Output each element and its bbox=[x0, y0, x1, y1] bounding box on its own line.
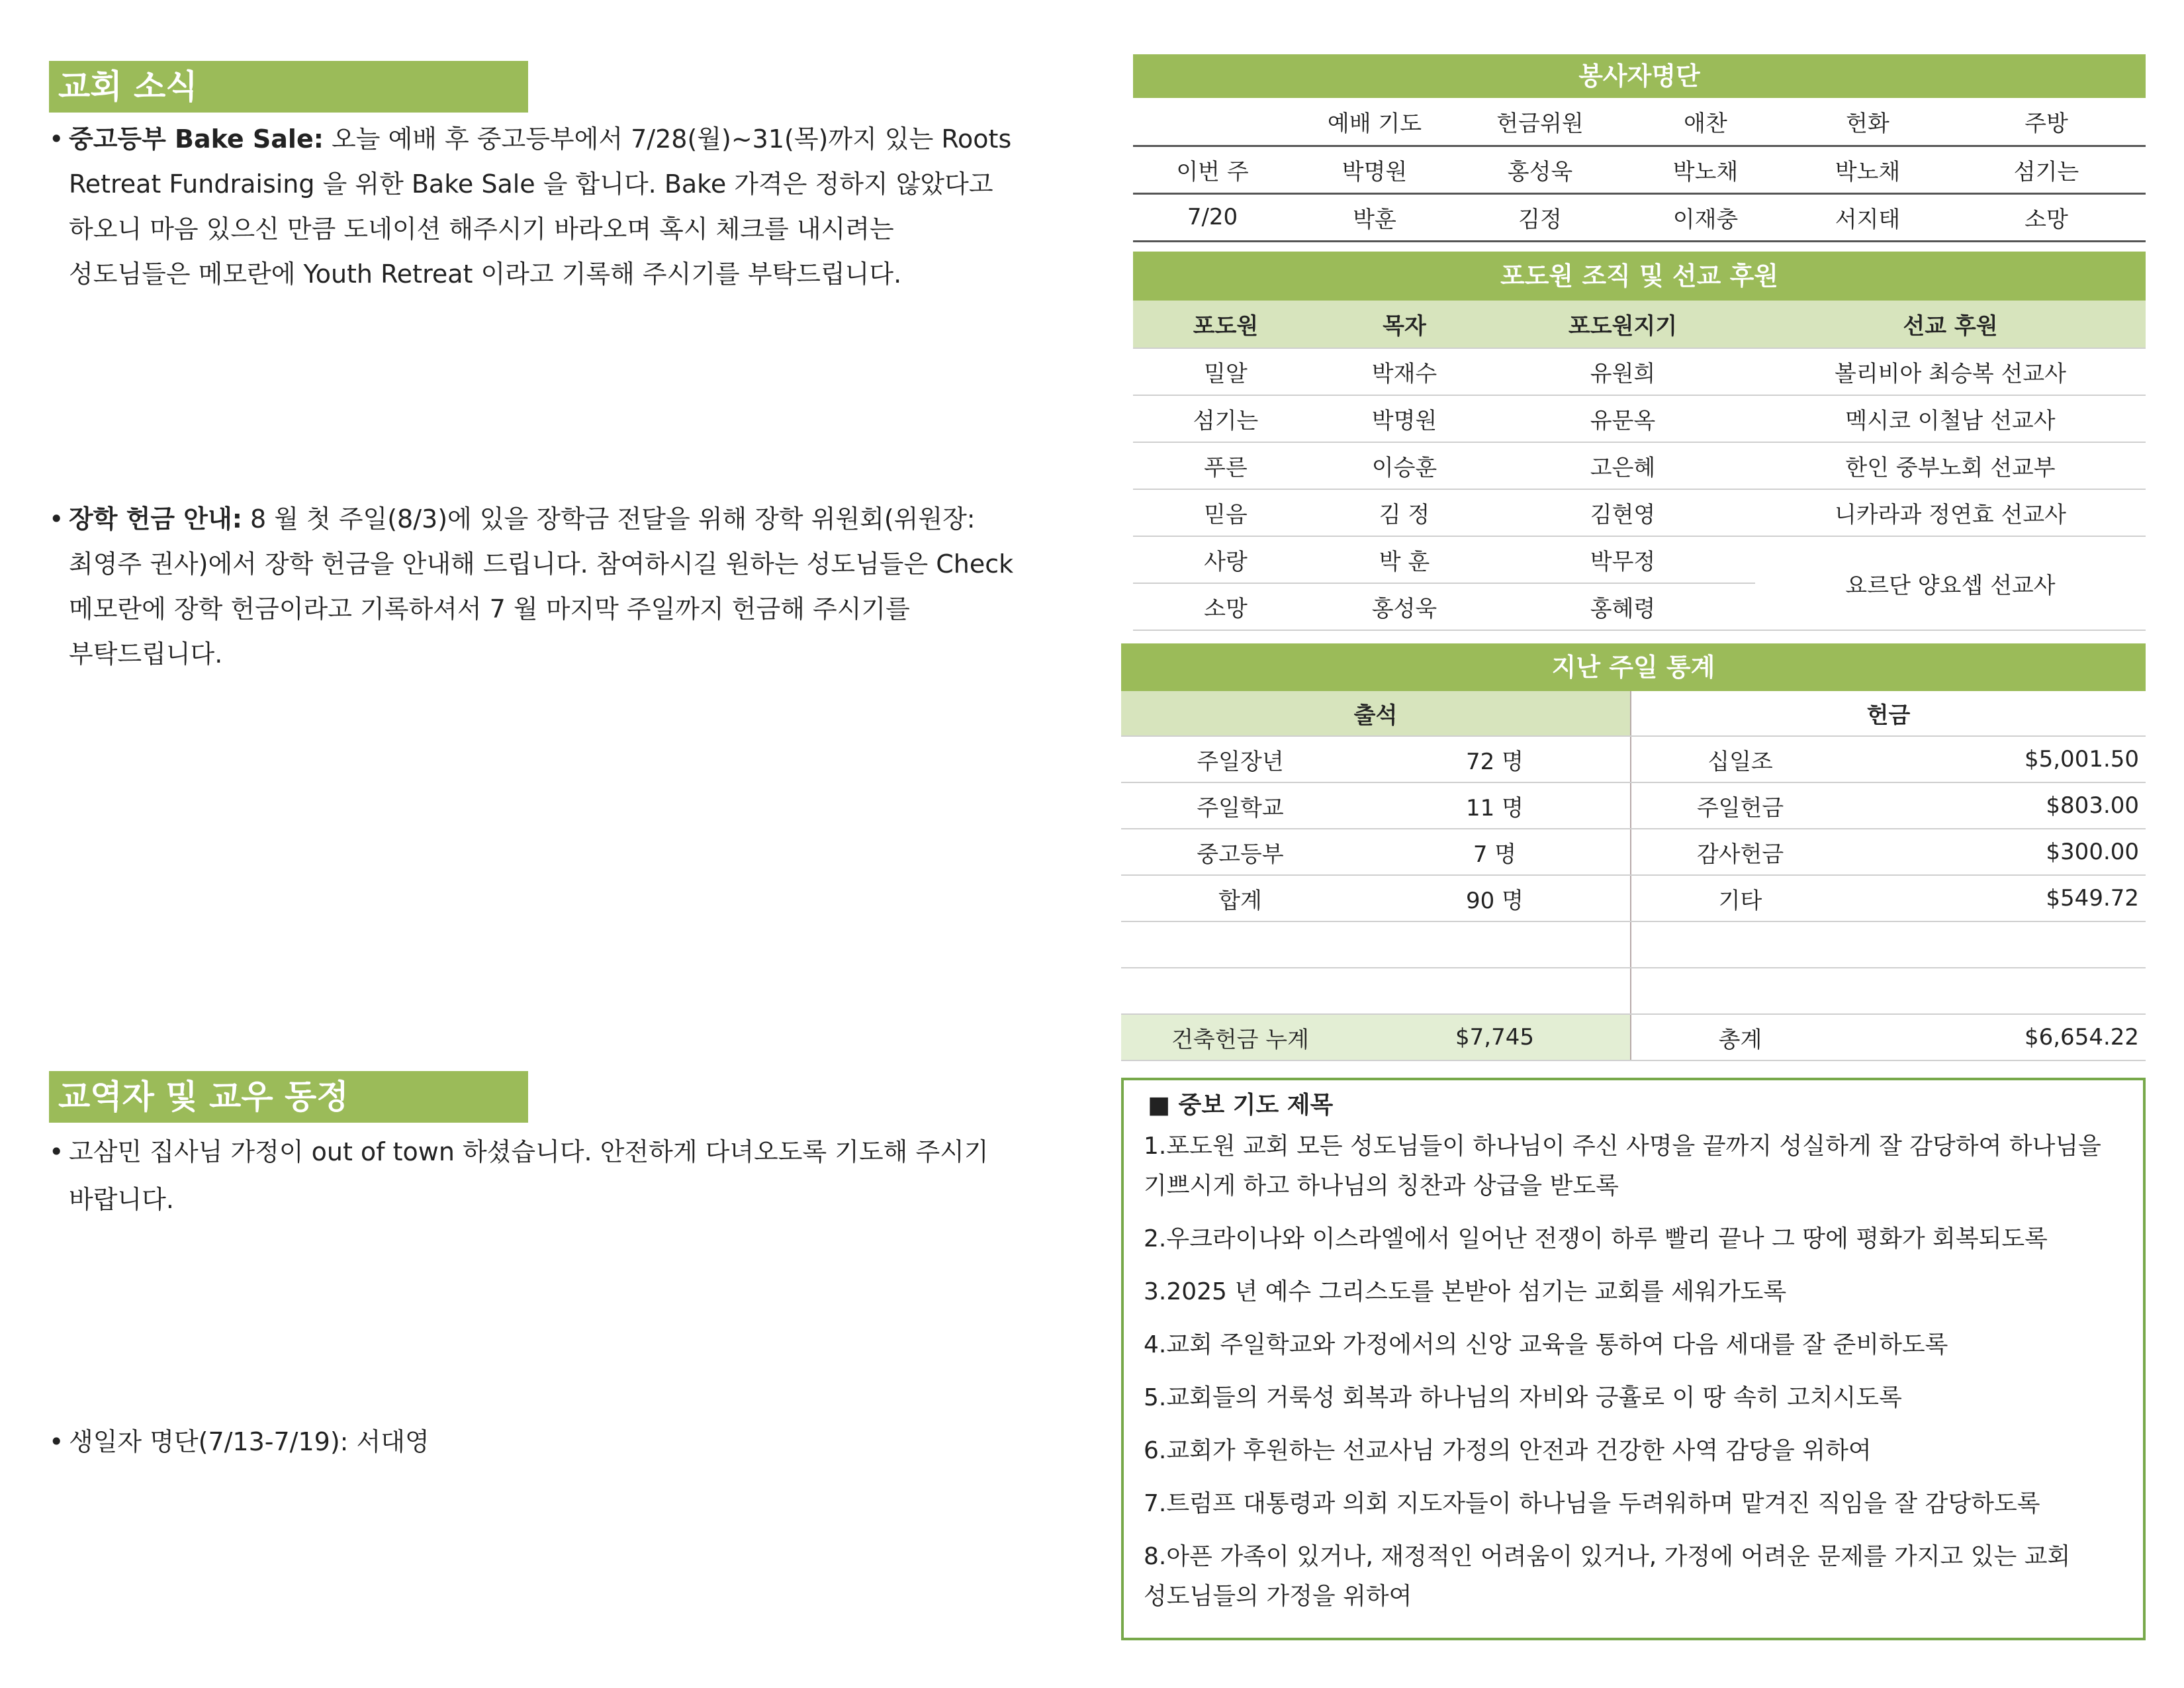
table-cell: 볼리비아 최승복 선교사 bbox=[1755, 348, 2146, 395]
prayer-title-text: 중보 기도 제목 bbox=[1178, 1092, 1334, 1119]
news-item-line: 부탁드립니다. bbox=[69, 639, 223, 669]
table-row bbox=[1121, 921, 2146, 968]
total-label: 총계 bbox=[1631, 1014, 1849, 1060]
table-header-cell: 헌화 bbox=[1788, 98, 1947, 146]
table-header-cell: 주방 bbox=[1947, 98, 2146, 146]
bullet-icon: • bbox=[49, 1137, 64, 1166]
table-cell bbox=[1631, 968, 1849, 1014]
table-row bbox=[1133, 489, 2146, 536]
prayer-item-line: 2.우크라이나와 이스라엘에서 일어난 전쟁이 하루 빨리 끝나 그 땅에 평화가 회복되도록 bbox=[1144, 1225, 2048, 1252]
table-row bbox=[1121, 829, 2146, 875]
stats-total-row bbox=[1121, 1014, 2146, 1060]
table-cell: 홍성욱 bbox=[1318, 583, 1490, 630]
table-cell: 주일헌금 bbox=[1631, 782, 1849, 829]
attendance-header: 출석 bbox=[1121, 691, 1631, 736]
prayer-item-line: 성도님들의 가정을 위하여 bbox=[1144, 1583, 1412, 1610]
news-item-line: 메모란에 장학 헌금이라고 기록하셔서 7 월 마지막 주일까지 헌금해 주시기를 bbox=[69, 594, 910, 624]
table-cell: 한인 중부노회 선교부 bbox=[1755, 442, 2146, 489]
minister-item-travel bbox=[49, 1128, 1055, 1223]
offering-header: 헌금 bbox=[1631, 691, 2146, 736]
news-item-line: 성도님들은 메모란에 Youth Retreat 이라고 기록해 주시기를 부탁드립니다. bbox=[69, 259, 902, 289]
prayer-item bbox=[1144, 1219, 2123, 1259]
news-item-bake-sale bbox=[49, 117, 1055, 297]
table-cell: 소망 bbox=[1947, 193, 2146, 241]
table-cell: 주일학교 bbox=[1121, 782, 1359, 829]
table-cell: 박명원 bbox=[1318, 395, 1490, 442]
prayer-title bbox=[1148, 1094, 2123, 1117]
table-row bbox=[1121, 875, 2146, 921]
table-cell: 섬기는 bbox=[1133, 395, 1318, 442]
building-fund-value: $7,745 bbox=[1359, 1014, 1631, 1060]
vineyard-table bbox=[1133, 301, 2146, 631]
table-cell bbox=[1631, 921, 1849, 968]
table-header-cell: 포도원지기 bbox=[1490, 301, 1755, 348]
table-cell: 소망 bbox=[1133, 583, 1318, 630]
merged-mission-cell: 요르단 양요셉 선교사 bbox=[1755, 536, 2146, 630]
table-cell: 섬기는 bbox=[1947, 146, 2146, 193]
table-cell: 김정 bbox=[1457, 193, 1623, 241]
minister-item-line: 바랍니다. bbox=[69, 1185, 174, 1214]
volunteers-table bbox=[1133, 98, 2146, 242]
news-item-line: 오늘 예배 후 중고등부에서 7/28(월)~31(목)까지 있는 Roots bbox=[323, 124, 1012, 154]
table-row bbox=[1133, 348, 2146, 395]
table-row bbox=[1121, 736, 2146, 782]
table-cell bbox=[1121, 968, 1359, 1014]
table-cell: 박무정 bbox=[1490, 536, 1755, 583]
table-row bbox=[1133, 395, 2146, 442]
table-cell: 주일장년 bbox=[1121, 736, 1359, 782]
table-cell: 이재충 bbox=[1623, 193, 1788, 241]
table-cell: 감사헌금 bbox=[1631, 829, 1849, 875]
table-cell: 사랑 bbox=[1133, 536, 1318, 583]
table-cell: 서지태 bbox=[1788, 193, 1947, 241]
table-cell: 멕시코 이철남 선교사 bbox=[1755, 395, 2146, 442]
table-cell: $300.00 bbox=[1849, 829, 2146, 875]
news-item-scholarship bbox=[49, 496, 1055, 677]
prayer-item bbox=[1144, 1537, 2123, 1617]
table-cell bbox=[1359, 968, 1631, 1014]
table-header-cell: 애찬 bbox=[1623, 98, 1788, 146]
table-cell: 이번 주 bbox=[1133, 146, 1292, 193]
table-cell: 홍성욱 bbox=[1457, 146, 1623, 193]
news-item-lead: 장학 헌금 안내: bbox=[69, 504, 242, 534]
table-header-cell: 선교 후원 bbox=[1755, 301, 2146, 348]
table-cell bbox=[1849, 921, 2146, 968]
prayer-item bbox=[1144, 1378, 2123, 1418]
table-cell: 기타 bbox=[1631, 875, 1849, 921]
table-cell: 고은혜 bbox=[1490, 442, 1755, 489]
table-cell: 니카라과 정연효 선교사 bbox=[1755, 489, 2146, 536]
stats-title: 지난 주일 통계 bbox=[1121, 643, 2146, 691]
table-cell bbox=[1849, 968, 2146, 1014]
table-cell: 박노채 bbox=[1788, 146, 1947, 193]
table-header-cell: 헌금위원 bbox=[1457, 98, 1623, 146]
prayer-item-line: 7.트럼프 대통령과 의회 지도자들이 하나님을 두려워하며 맡겨진 직임을 잘 감당하도록 bbox=[1144, 1490, 2040, 1517]
news-section-title: 교회 소식 bbox=[49, 61, 528, 113]
minister-item-line: 생일자 명단(7/13-7/19): 서대영 bbox=[69, 1427, 430, 1456]
stats-header-row bbox=[1121, 691, 2146, 736]
table-cell: 밀알 bbox=[1133, 348, 1318, 395]
news-item-line: Retreat Fundraising 을 위한 Bake Sale 을 합니다. Bake 가격은 정하지 않았다고 bbox=[69, 169, 993, 199]
table-cell: 김 정 bbox=[1318, 489, 1490, 536]
prayer-item-line: 3.2025 년 예수 그리스도를 본받아 섬기는 교회를 세워가도록 bbox=[1144, 1278, 1787, 1305]
table-cell: 박훈 bbox=[1292, 193, 1457, 241]
vineyard-header-row bbox=[1133, 301, 2146, 348]
table-cell: $5,001.50 bbox=[1849, 736, 2146, 782]
table-cell: 김현영 bbox=[1490, 489, 1755, 536]
news-item-line: 최영주 권사)에서 장학 헌금을 안내해 드립니다. 참여하시길 원하는 성도님들은 Check bbox=[69, 549, 1014, 579]
table-row bbox=[1133, 146, 2146, 193]
minister-item-birthday bbox=[49, 1419, 1055, 1464]
table-cell: 이승훈 bbox=[1318, 442, 1490, 489]
table-cell: $549.72 bbox=[1849, 875, 2146, 921]
news-item-lead: 중고등부 Bake Sale: bbox=[69, 124, 324, 154]
prayer-box bbox=[1121, 1078, 2146, 1640]
prayer-item bbox=[1144, 1127, 2123, 1206]
table-cell: 7 명 bbox=[1359, 829, 1631, 875]
square-bullet-icon: ■ bbox=[1148, 1092, 1179, 1119]
table-cell: 푸른 bbox=[1133, 442, 1318, 489]
table-row bbox=[1121, 968, 2146, 1014]
volunteers-header-row bbox=[1133, 98, 2146, 146]
table-cell: 십일조 bbox=[1631, 736, 1849, 782]
table-cell: 유원희 bbox=[1490, 348, 1755, 395]
table-row bbox=[1133, 442, 2146, 489]
table-row bbox=[1133, 536, 2146, 583]
volunteers-title: 봉사자명단 bbox=[1133, 54, 2146, 98]
table-cell bbox=[1359, 921, 1631, 968]
ministers-section-title: 교역자 및 교우 동정 bbox=[49, 1071, 528, 1123]
table-row bbox=[1121, 782, 2146, 829]
prayer-item-line: 1.포도원 교회 모든 성도님들이 하나님이 주신 사명을 끝까지 성실하게 잘 감당하여 하나님을 bbox=[1144, 1133, 2101, 1160]
table-cell bbox=[1121, 921, 1359, 968]
prayer-item-line: 4.교회 주일학교와 가정에서의 신앙 교육을 통하여 다음 세대를 잘 준비하도록 bbox=[1144, 1331, 1948, 1358]
news-item-line: 하오니 마음 있으신 만큼 도네이션 해주시기 바라오며 혹시 체크를 내시려는 bbox=[69, 214, 894, 244]
vineyard-title: 포도원 조직 및 선교 후원 bbox=[1133, 252, 2146, 301]
table-row bbox=[1133, 193, 2146, 241]
table-header-cell: 예배 기도 bbox=[1292, 98, 1457, 146]
table-cell: 90 명 bbox=[1359, 875, 1631, 921]
prayer-item bbox=[1144, 1431, 2123, 1471]
prayer-item-line: 5.교회들의 거룩성 회복과 하나님의 자비와 긍휼로 이 땅 속히 고치시도록 bbox=[1144, 1384, 1902, 1411]
table-cell: 합계 bbox=[1121, 875, 1359, 921]
table-cell: 11 명 bbox=[1359, 782, 1631, 829]
table-header-cell bbox=[1133, 98, 1292, 146]
table-cell: 중고등부 bbox=[1121, 829, 1359, 875]
table-cell: 박재수 bbox=[1318, 348, 1490, 395]
table-cell: 박노채 bbox=[1623, 146, 1788, 193]
table-header-cell: 포도원 bbox=[1133, 301, 1318, 348]
prayer-item bbox=[1144, 1272, 2123, 1312]
prayer-item bbox=[1144, 1484, 2123, 1524]
total-value: $6,654.22 bbox=[1849, 1014, 2146, 1060]
table-cell: 박명원 bbox=[1292, 146, 1457, 193]
stats-table bbox=[1121, 691, 2146, 1061]
minister-item-line: 고삼민 집사님 가정이 out of town 하셨습니다. 안전하게 다녀오도록 기도해 주시기 bbox=[69, 1137, 989, 1166]
table-cell: 72 명 bbox=[1359, 736, 1631, 782]
prayer-item bbox=[1144, 1325, 2123, 1365]
prayer-item-line: 8.아픈 가족이 있거나, 재정적인 어려움이 있거나, 가정에 어려운 문제를 가지고 있는 교회 bbox=[1144, 1543, 2071, 1570]
table-cell: 7/20 bbox=[1133, 193, 1292, 241]
table-cell: 믿음 bbox=[1133, 489, 1318, 536]
news-item-line: 8 월 첫 주일(8/3)에 있을 장학금 전달을 위해 장학 위원회(위원장: bbox=[242, 504, 976, 534]
prayer-item-line: 6.교회가 후원하는 선교사님 가정의 안전과 건강한 사역 감당을 위하여 bbox=[1144, 1437, 1872, 1464]
table-cell: $803.00 bbox=[1849, 782, 2146, 829]
table-cell: 홍혜령 bbox=[1490, 583, 1755, 630]
bullet-icon: • bbox=[49, 124, 64, 154]
bullet-icon: • bbox=[49, 504, 64, 534]
table-header-cell: 목자 bbox=[1318, 301, 1490, 348]
table-cell: 박 훈 bbox=[1318, 536, 1490, 583]
bullet-icon: • bbox=[49, 1427, 64, 1456]
building-fund-label: 건축헌금 누계 bbox=[1121, 1014, 1359, 1060]
prayer-item-line: 기쁘시게 하고 하나님의 칭찬과 상급을 받도록 bbox=[1144, 1172, 1619, 1199]
table-cell: 유문옥 bbox=[1490, 395, 1755, 442]
